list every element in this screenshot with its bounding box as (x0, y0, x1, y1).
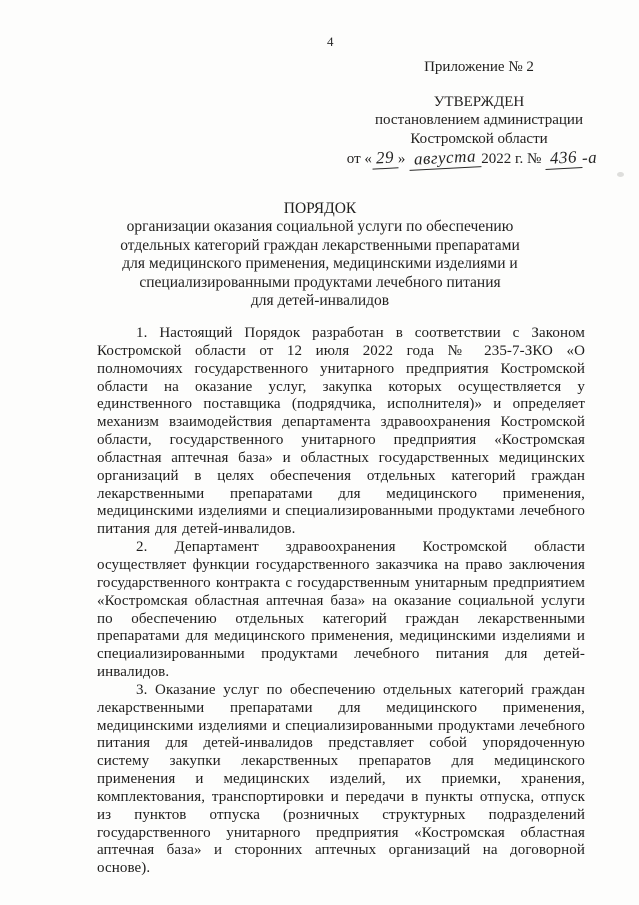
document-title-line-5: специализированными продуктами лечебного питания (139, 273, 501, 291)
approval-block (333, 58, 625, 169)
date-day-handwritten: 29 (371, 148, 398, 169)
page-number: 4 (327, 34, 334, 49)
document-title-block (74, 200, 566, 310)
date-year-label: 2022 г. № (481, 151, 542, 167)
approved-label: УТВЕРЖДЕН (433, 93, 525, 110)
document-title-line-1: ПОРЯДОК (283, 200, 357, 217)
paragraph-1: 1. Настоящий Порядок разработан в соответствии с Законом Костромской области от 12 июля 2022 года № 235-7-ЗКО «О полномочиях государственного унитарного предприятия Костромской области на оказание услуг, закупка которых осуществляется у единственного поставщика (подрядчика, исполнителя)» и определяет механизм взаимодействия департамента здравоохранения Костромской области, государственного унитарного предприятия «Костромская областная аптечная база» и областных государственных медицинских организаций в целях обеспечения отдельных категорий граждан лекарственными препаратами для медицинского применения, медицинскими изделиями и специализированными продуктами лечебного питания для детей-инвалидов. (97, 325, 585, 538)
document-title-line-6: для детей-инвалидов (250, 292, 390, 310)
date-number-handwritten: 436 (545, 148, 583, 169)
date-closing-quote: » (397, 151, 406, 167)
document-title-line-2: организации оказания социальной услуги по обеспечению (126, 218, 514, 236)
document-title-line-3: отдельных категорий граждан лекарственными препаратами (120, 236, 520, 254)
approved-by-line-2: Костромской области (410, 130, 548, 147)
annex-label: Приложение № 2 (424, 59, 534, 75)
approval-date-line (319, 146, 625, 169)
paragraph-3: 3. Оказание услуг по обеспечению отдельных категорий граждан лекарственными препаратами для медицинского применения, медицинскими изделиями и специализированными продуктами лечебного питания для детей-инвалидов представляет собой упорядоченную систему закупки лекарственных препаратов для медицинского применения и медицинских изделий, их приемки, хранения, комплектования, транспортировки и передачи в пункты отпуска, отпуск из пунктов отпуска (розничных структурных подразделений государственного унитарного предприятия «Костромская областная аптечная база» и сторонних аптечных организаций на договорной основе). (97, 681, 585, 877)
approved-by-line-1: постановлением администрации (375, 112, 583, 128)
document-body (97, 325, 585, 878)
date-prefix: от « (346, 151, 372, 167)
date-month-handwritten: августа (409, 147, 482, 170)
paragraph-2: 2. Департамент здравоохранения Костромской области осуществляет функции государственного заказчика на право заключения государственного контракта с государственным унитарным предприятием «Костромская областная аптечная база» на оказание социальной услуги по обеспечению отдельных категорий граждан лекарственными препаратами для медицинского применения, медицинскими изделиями и специализированными продуктами лечебного питания для детей-инвалидов. (97, 539, 585, 681)
document-title-line-4: для медицинского применения, медицинскими изделиями и (122, 255, 518, 273)
date-number-suffix-handwritten: -а (581, 147, 598, 168)
scan-artifact-speck (617, 172, 624, 177)
